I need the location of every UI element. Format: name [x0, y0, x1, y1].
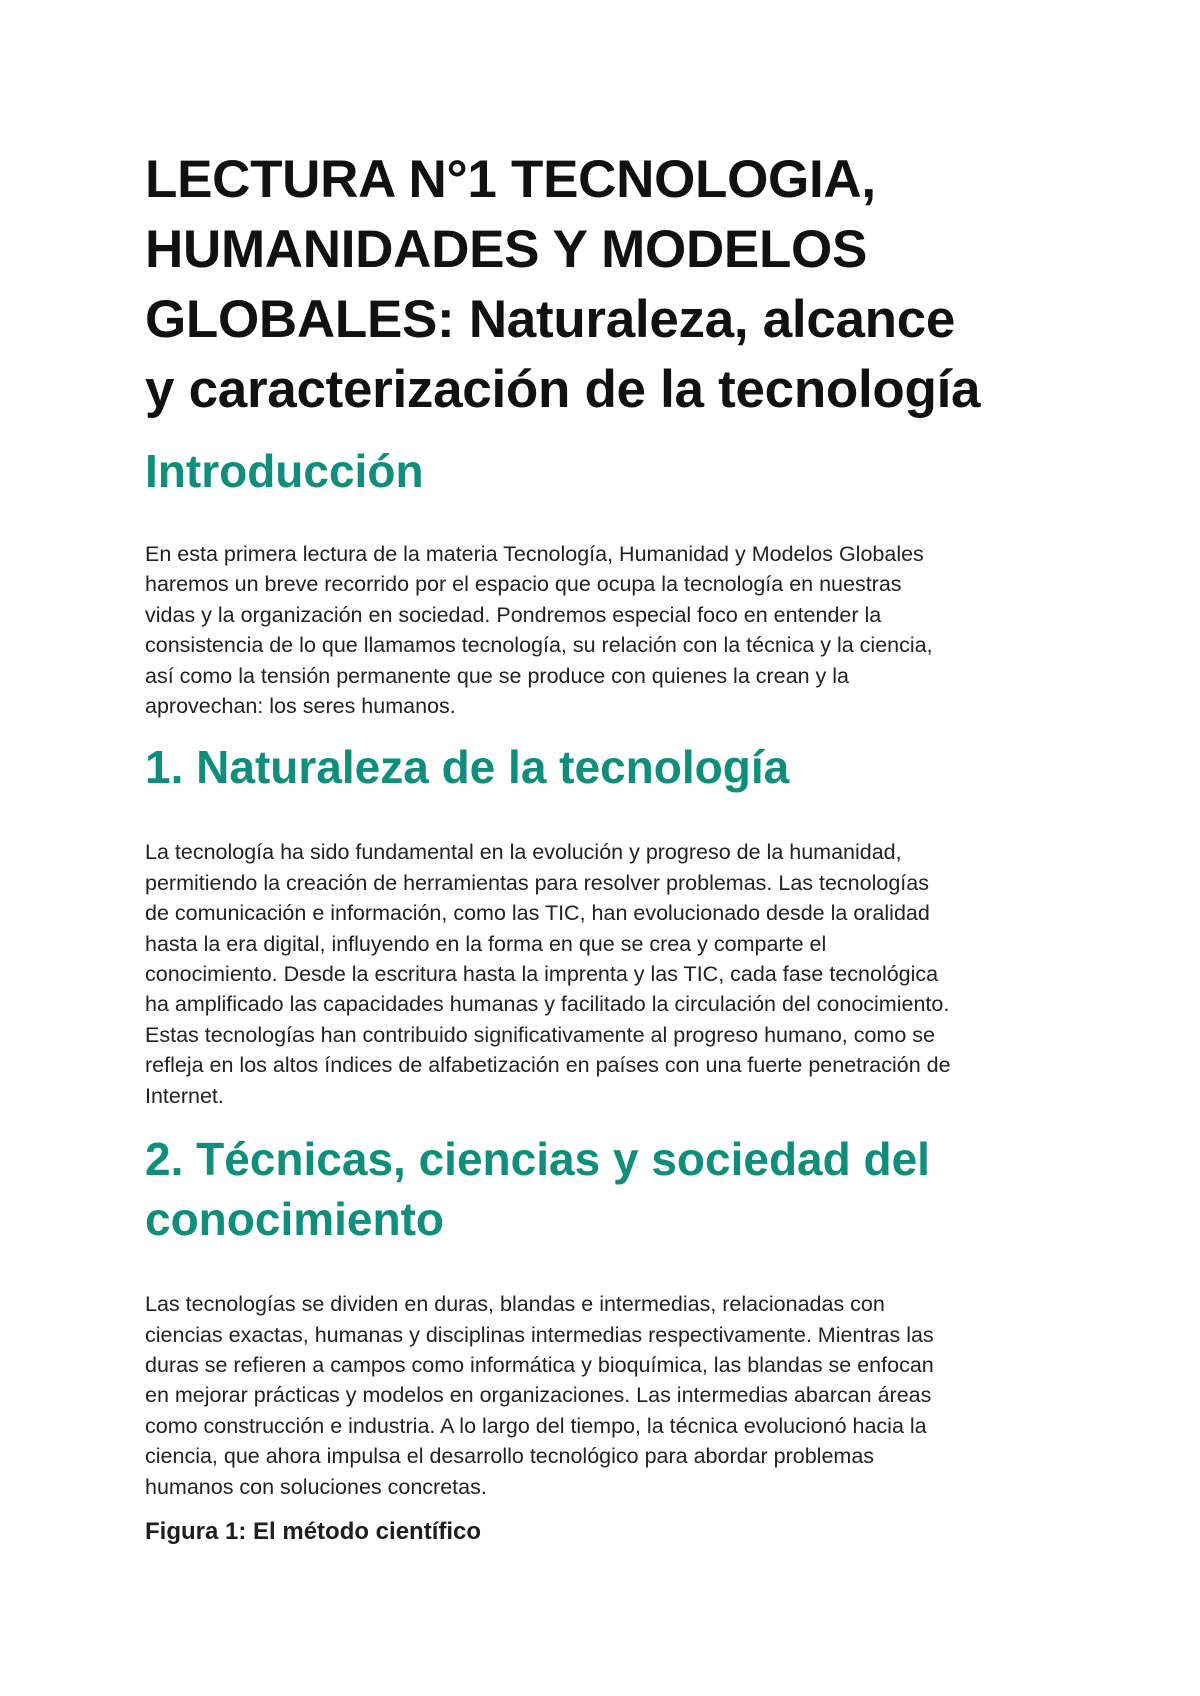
- text-line: de comunicación e información, como las TIC, han evolucionado desde la oralidad: [145, 901, 930, 926]
- text-line: consistencia de lo que llamamos tecnología, su relación con la técnica y la ciencia,: [145, 633, 933, 658]
- heading-line: 2. Técnicas, ciencias y sociedad del: [145, 1133, 930, 1186]
- text-line: haremos un breve recorrido por el espacio que ocupa la tecnología en nuestras: [145, 572, 902, 597]
- title-line: LECTURA N°1 TECNOLOGIA,: [145, 150, 876, 209]
- intro-heading: Introducción: [145, 445, 424, 497]
- text-line: ciencias exactas, humanas y disciplinas intermedias respectivamente. Mientras las: [145, 1322, 934, 1347]
- text-line: refleja en los altos índices de alfabetización en países con una fuerte penetración de: [145, 1053, 951, 1078]
- title-line: HUMANIDADES Y MODELOS: [145, 220, 868, 279]
- section-1-heading: 1. Naturaleza de la tecnología: [145, 741, 790, 794]
- text-line: conocimiento. Desde la escritura hasta la imprenta y las TIC, cada fase tecnológica: [145, 962, 939, 987]
- text-line: ha amplificado las capacidades humanas y facilitado la circulación del conocimiento.: [145, 992, 950, 1017]
- heading-line: conocimiento: [145, 1193, 445, 1246]
- title-line: y caracterización de la tecnología: [145, 360, 981, 419]
- text-line: como construcción e industria. A lo largo del tiempo, la técnica evolucionó hacia la: [145, 1413, 927, 1438]
- text-line: aprovechan: los seres humanos.: [145, 694, 456, 719]
- section-2-heading: [145, 1129, 1075, 1249]
- intro-paragraph: [145, 539, 1075, 721]
- text-line: permitiendo la creación de herramientas para resolver problemas. Las tecnologías: [145, 870, 929, 895]
- text-line: humanos con soluciones concretas.: [145, 1474, 487, 1499]
- title-line: GLOBALES: Naturaleza, alcance: [145, 290, 956, 349]
- text-line: hasta la era digital, influyendo en la forma en que se crea y comparte el: [145, 931, 827, 956]
- text-line: La tecnología ha sido fundamental en la evolución y progreso de la humanidad,: [145, 840, 902, 865]
- document-page: [145, 145, 1075, 1548]
- text-line: así como la tensión permanente que se produce con quienes la crean y la: [145, 663, 849, 688]
- text-line: en mejorar prácticas y modelos en organizaciones. Las intermedias abarcan áreas: [145, 1383, 932, 1408]
- text-line: Estas tecnologías han contribuido significativamente al progreso humano, como se: [145, 1022, 935, 1047]
- text-line: Las tecnologías se dividen en duras, blandas e intermedias, relacionadas con: [145, 1292, 885, 1317]
- figure-caption: Figura 1: El método científico: [145, 1517, 482, 1545]
- section-1-paragraph: [145, 837, 1075, 1111]
- section-2-paragraph: [145, 1289, 1075, 1502]
- document-title: [145, 145, 1075, 425]
- text-line: En esta primera lectura de la materia Tecnología, Humanidad y Modelos Globales: [145, 542, 924, 566]
- text-line: ciencia, que ahora impulsa el desarrollo tecnológico para abordar problemas: [145, 1444, 875, 1469]
- text-line: Internet.: [145, 1083, 224, 1108]
- text-line: duras se refieren a campos como informática y bioquímica, las blandas se enfocan: [145, 1352, 934, 1377]
- text-line: vidas y la organización en sociedad. Pondremos especial foco en entender la: [145, 602, 882, 627]
